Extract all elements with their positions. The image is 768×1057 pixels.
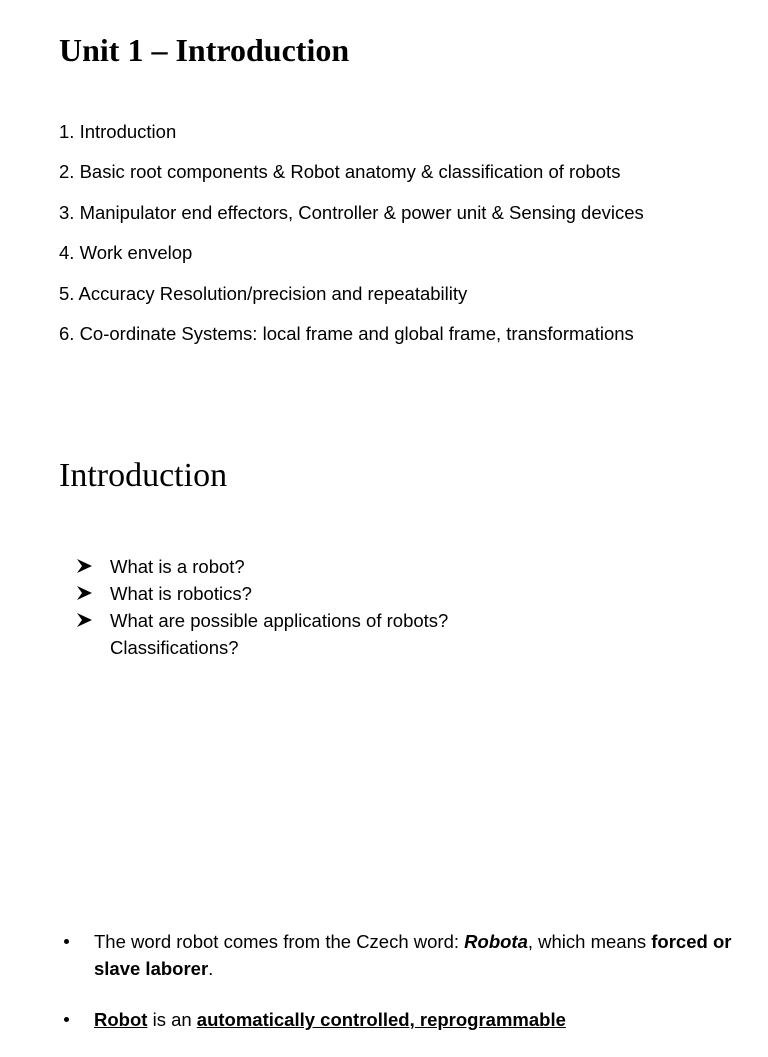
fact-text: . (208, 958, 214, 979)
question-text: What is a robot? (110, 556, 245, 577)
topic-item: 1. Introduction (59, 121, 177, 142)
arrow-bullet-icon (76, 611, 94, 629)
fact-meaning: forced or slave laborer (94, 931, 732, 979)
topic-item: 5. Accuracy Resolution/precision and repeatability (59, 282, 468, 304)
arrow-bullet-icon (76, 557, 94, 575)
topic-item: 3. Manipulator end effectors, Controller & power unit & Sensing devices (59, 201, 644, 223)
fact-list (62, 928, 742, 1057)
topic-list (59, 120, 644, 362)
question-text: What is robotics? (110, 583, 252, 604)
topic-item: 4. Work envelop (59, 242, 193, 264)
fact-text: , which means (527, 931, 652, 952)
fact-item-definition (62, 1006, 742, 1033)
arrow-bullet-icon (76, 584, 94, 602)
fact-text: is an (147, 1009, 197, 1030)
fact-term: Robot (94, 1009, 148, 1030)
bullet-icon (64, 1017, 69, 1022)
topic-item: 6. Co-ordinate Systems: local frame and global frame, transformations (59, 322, 634, 344)
question-list (76, 553, 448, 661)
question-text: Classifications? (110, 637, 239, 658)
fact-item-word-origin (62, 928, 742, 982)
question-item (76, 607, 448, 634)
section-title: Introduction (59, 457, 228, 494)
question-item (76, 553, 448, 580)
topic-item: 2. Basic root components & Robot anatomy & classification of robots (59, 161, 621, 183)
fact-term: Robota (464, 931, 528, 952)
question-text: What are possible applications of robots? (110, 610, 449, 631)
bullet-icon (64, 939, 69, 944)
fact-text: The word robot comes from the Czech word: (94, 931, 465, 952)
unit-title: Unit 1 – Introduction (59, 32, 350, 68)
fact-emphasis: automatically controlled, reprogrammable (196, 1009, 566, 1030)
question-item-continuation (76, 634, 448, 661)
question-item (76, 580, 448, 607)
